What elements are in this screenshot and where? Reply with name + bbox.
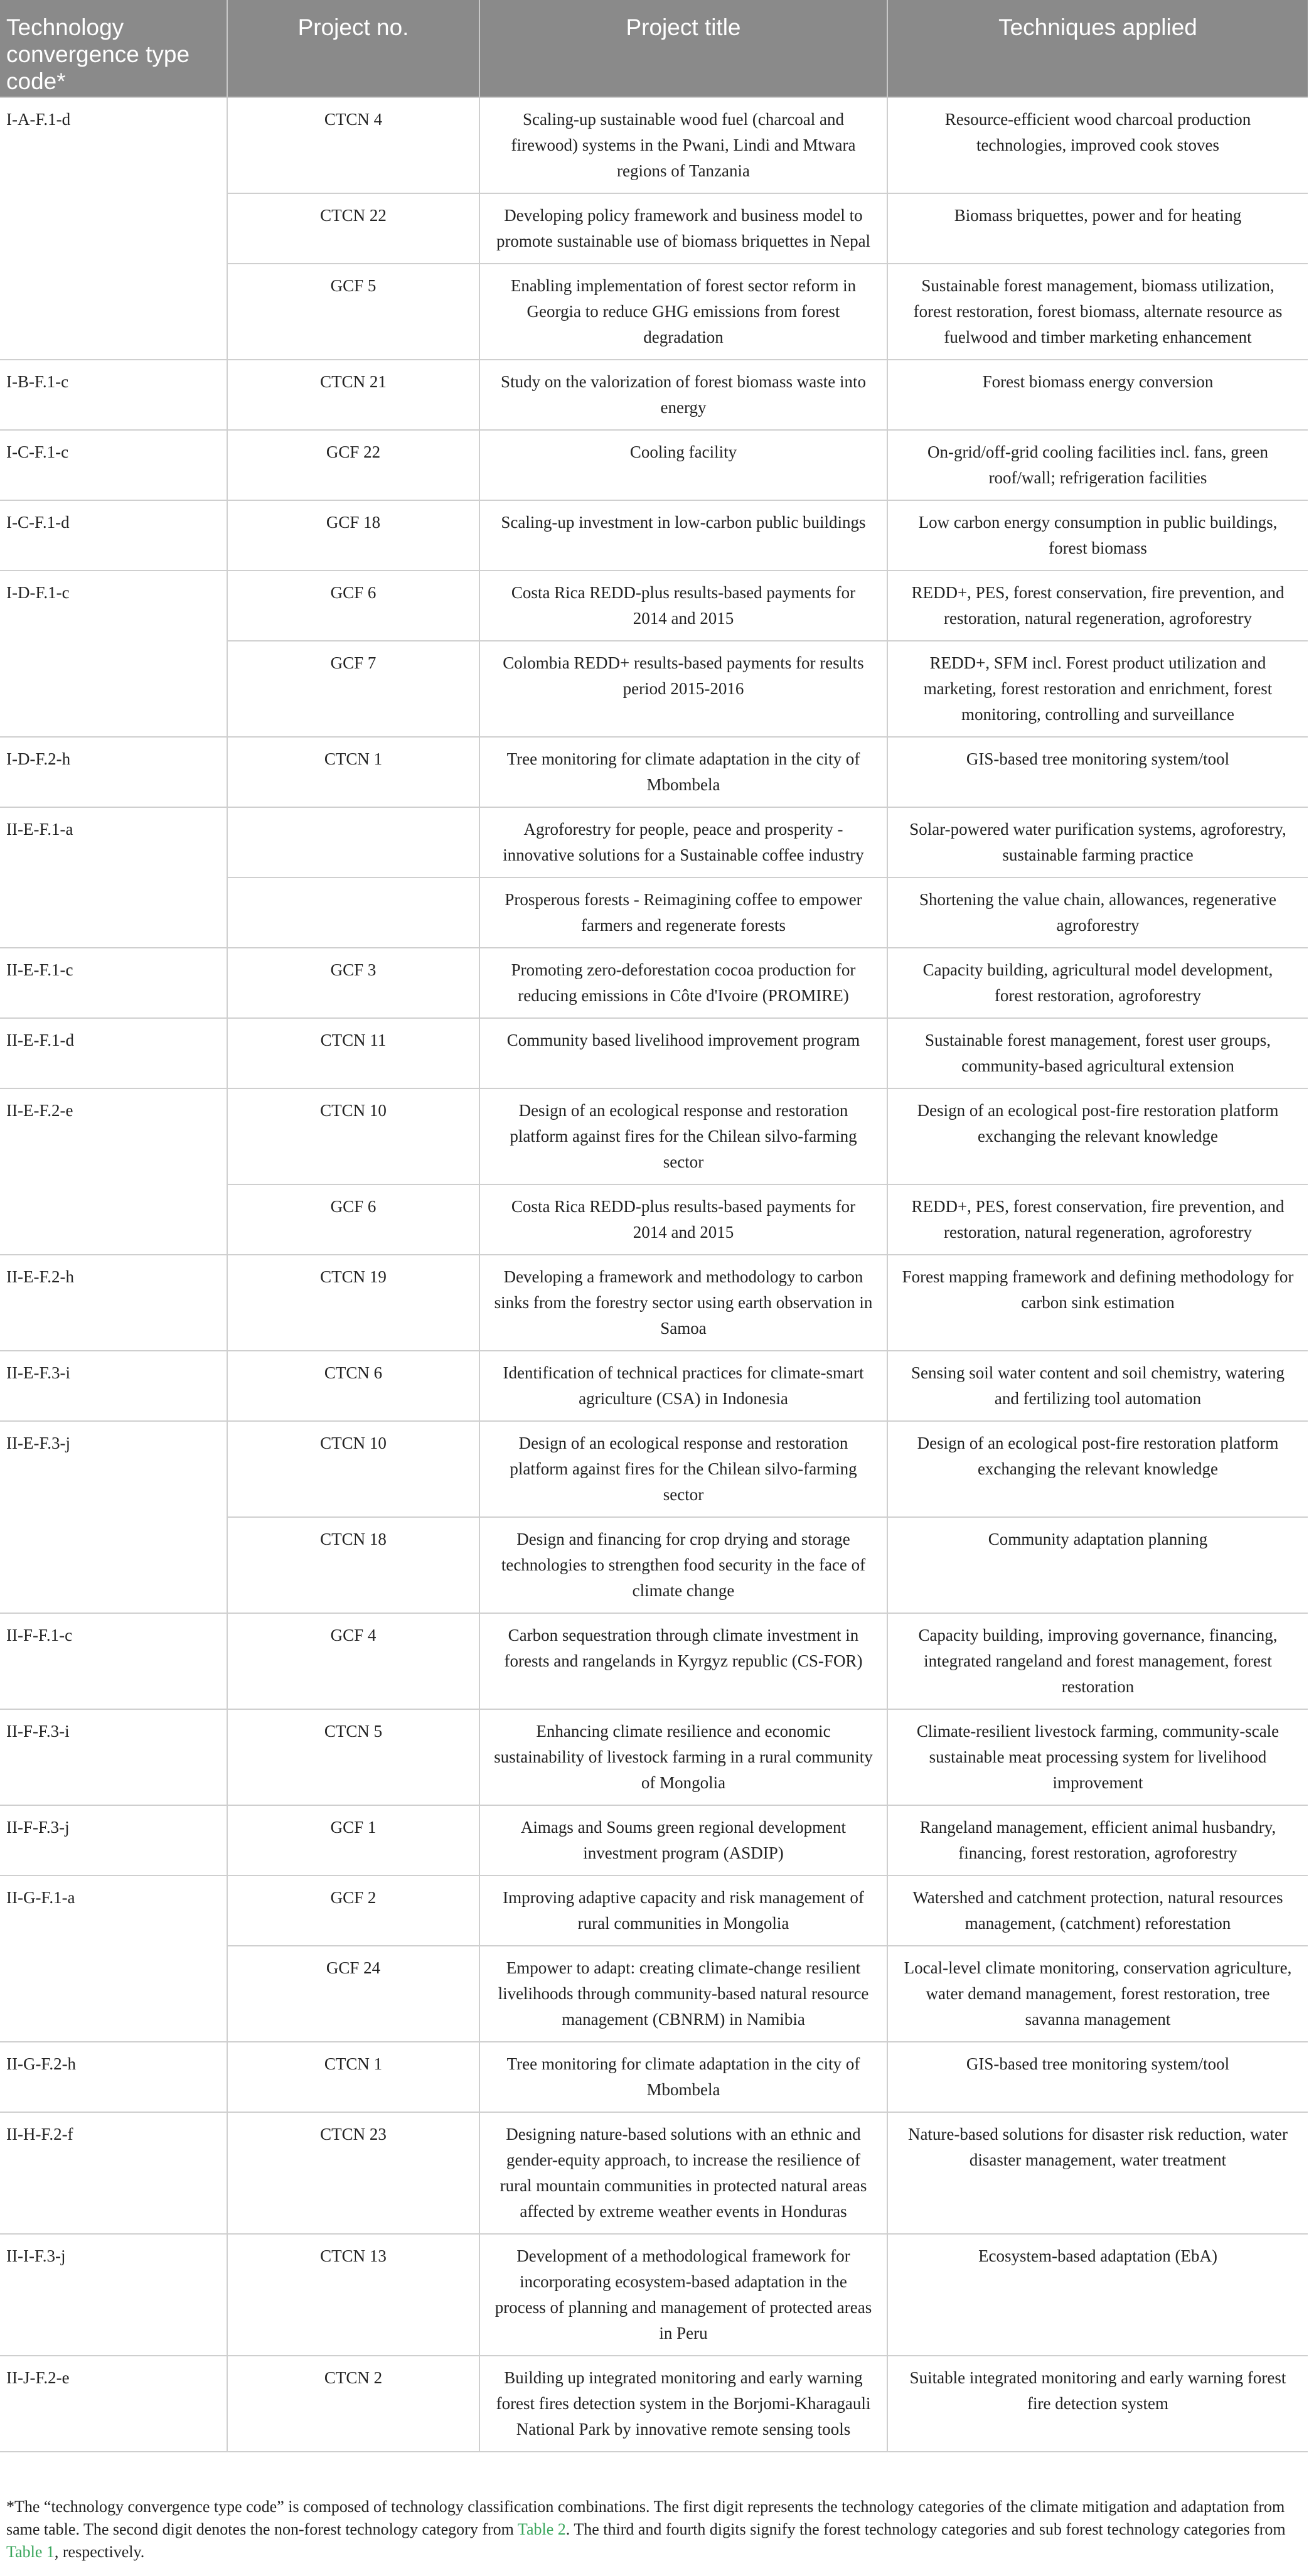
type-code-cell: II-G-F.1-a [0, 1876, 227, 2042]
project-no-cell [227, 807, 479, 877]
table-row [0, 1255, 1308, 1351]
techniques-cell: Resource-efficient wood charcoal production technologies, improved cook stoves [887, 97, 1308, 193]
table-row [0, 571, 1308, 641]
table-row [0, 2042, 1308, 2112]
project-no-cell: GCF 4 [227, 1613, 479, 1709]
techniques-cell: Local-level climate monitoring, conservation agriculture, water demand management, forest restoration, tree savanna management [887, 1946, 1308, 2042]
project-no-cell: GCF 7 [227, 641, 479, 737]
type-code-cell: II-E-F.1-c [0, 948, 227, 1018]
project-title-cell: Prosperous forests - Reimagining coffee to empower farmers and regenerate forests [479, 877, 887, 948]
table-header-row [0, 0, 1308, 97]
type-code-cell: II-H-F.2-f [0, 2112, 227, 2234]
type-code-cell: II-E-F.2-e [0, 1088, 227, 1255]
project-no-cell: CTCN 10 [227, 1421, 479, 1517]
techniques-cell: GIS-based tree monitoring system/tool [887, 737, 1308, 807]
techniques-cell: REDD+, PES, forest conservation, fire prevention, and restoration, natural regeneration, agroforestry [887, 1184, 1308, 1255]
table-row [0, 2356, 1308, 2452]
header-project-title: Project title [479, 0, 887, 97]
techniques-cell: Solar-powered water purification systems, agroforestry, sustainable farming practice [887, 807, 1308, 877]
type-code-cell: I-C-F.1-d [0, 500, 227, 571]
type-code-cell: I-D-F.1-c [0, 571, 227, 737]
table-row [0, 948, 1308, 1018]
project-title-cell: Designing nature-based solutions with an ethnic and gender-equity approach, to increase the resilience of rural mountain communities in protected natural areas affected by extreme weather events in Honduras [479, 2112, 887, 2234]
project-title-cell: Development of a methodological framework for incorporating ecosystem-based adaptation in the process of planning and management of protected areas in Peru [479, 2234, 887, 2356]
project-no-cell: GCF 22 [227, 430, 479, 500]
table-row [0, 500, 1308, 571]
type-code-cell: I-C-F.1-c [0, 430, 227, 500]
table-row [0, 1421, 1308, 1517]
project-title-cell: Agroforestry for people, peace and prosperity - innovative solutions for a Sustainable coffee industry [479, 807, 887, 877]
project-no-cell: GCF 3 [227, 948, 479, 1018]
techniques-cell: Capacity building, improving governance, financing, integrated rangeland and forest management, forest restoration [887, 1613, 1308, 1709]
techniques-cell: REDD+, PES, forest conservation, fire prevention, and restoration, natural regeneration, agroforestry [887, 571, 1308, 641]
project-title-cell: Carbon sequestration through climate investment in forests and rangelands in Kyrgyz republic (CS-FOR) [479, 1613, 887, 1709]
techniques-cell: Rangeland management, efficient animal husbandry, financing, forest restoration, agroforestry [887, 1805, 1308, 1876]
project-title-cell: Tree monitoring for climate adaptation in the city of Mbombela [479, 737, 887, 807]
project-no-cell: CTCN 19 [227, 1255, 479, 1351]
footnote-text-3: , respectively. [54, 2543, 145, 2561]
project-no-cell: CTCN 10 [227, 1088, 479, 1184]
project-no-cell: CTCN 22 [227, 193, 479, 264]
table-row [0, 737, 1308, 807]
project-title-cell: Improving adaptive capacity and risk management of rural communities in Mongolia [479, 1876, 887, 1946]
type-code-cell: I-B-F.1-c [0, 360, 227, 430]
table-row [0, 1876, 1308, 1946]
type-code-cell: II-E-F.1-d [0, 1018, 227, 1088]
type-code-cell: I-A-F.1-d [0, 97, 227, 360]
techniques-cell: REDD+, SFM incl. Forest product utilization and marketing, forest restoration and enrichment, forest monitoring, controlling and surveillance [887, 641, 1308, 737]
project-no-cell: CTCN 1 [227, 2042, 479, 2112]
project-no-cell: CTCN 5 [227, 1709, 479, 1805]
project-title-cell: Cooling facility [479, 430, 887, 500]
project-title-cell: Aimags and Soums green regional development investment program (ASDIP) [479, 1805, 887, 1876]
type-code-cell: II-E-F.1-a [0, 807, 227, 948]
footnote-text-1: *The “technology convergence type code” is composed of technology classification combinations. The first digit represents the technology categories of the climate mitigation and adaptation from same table. The second digit denotes the non-forest technology category from [6, 2498, 1285, 2538]
project-title-cell: Costa Rica REDD-plus results-based payments for 2014 and 2015 [479, 571, 887, 641]
type-code-cell: I-D-F.2-h [0, 737, 227, 807]
type-code-cell: II-F-F.3-i [0, 1709, 227, 1805]
table-row [0, 360, 1308, 430]
project-title-cell: Developing policy framework and business model to promote sustainable use of biomass briquettes in Nepal [479, 193, 887, 264]
techniques-cell: Shortening the value chain, allowances, regenerative agroforestry [887, 877, 1308, 948]
table-footnote [6, 2496, 1303, 2563]
project-no-cell: CTCN 6 [227, 1351, 479, 1421]
techniques-cell: Suitable integrated monitoring and early warning forest fire detection system [887, 2356, 1308, 2452]
project-title-cell: Identification of technical practices for climate-smart agriculture (CSA) in Indonesia [479, 1351, 887, 1421]
project-no-cell: CTCN 18 [227, 1517, 479, 1613]
type-code-cell: II-E-F.3-i [0, 1351, 227, 1421]
type-code-cell: II-F-F.1-c [0, 1613, 227, 1709]
techniques-cell: Low carbon energy consumption in public buildings, forest biomass [887, 500, 1308, 571]
techniques-cell: Design of an ecological post-fire restoration platform exchanging the relevant knowledge [887, 1421, 1308, 1517]
table-row [0, 1351, 1308, 1421]
project-title-cell: Developing a framework and methodology to carbon sinks from the forestry sector using earth observation in Samoa [479, 1255, 887, 1351]
techniques-cell: Sustainable forest management, forest user groups, community-based agricultural extension [887, 1018, 1308, 1088]
type-code-cell: II-F-F.3-j [0, 1805, 227, 1876]
project-no-cell [227, 877, 479, 948]
project-no-cell: CTCN 13 [227, 2234, 479, 2356]
project-title-cell: Study on the valorization of forest biomass waste into energy [479, 360, 887, 430]
project-title-cell: Enabling implementation of forest sector reform in Georgia to reduce GHG emissions from forest degradation [479, 264, 887, 360]
header-techniques: Techniques applied [887, 0, 1308, 97]
techniques-cell: Nature-based solutions for disaster risk reduction, water disaster management, water treatment [887, 2112, 1308, 2234]
techniques-cell: Climate-resilient livestock farming, community-scale sustainable meat processing system for livelihood improvement [887, 1709, 1308, 1805]
project-title-cell: Promoting zero-deforestation cocoa production for reducing emissions in Côte d'Ivoire (PROMIRE) [479, 948, 887, 1018]
footnote-link-table-1[interactable]: Table 1 [6, 2543, 55, 2561]
project-no-cell: CTCN 1 [227, 737, 479, 807]
table-row [0, 97, 1308, 193]
project-title-cell: Design of an ecological response and restoration platform against fires for the Chilean silvo-farming sector [479, 1088, 887, 1184]
project-no-cell: GCF 6 [227, 1184, 479, 1255]
table-row [0, 1088, 1308, 1184]
table-row [0, 2112, 1308, 2234]
project-title-cell: Building up integrated monitoring and early warning forest fires detection system in the Borjomi-Kharagauli National Park by innovative remote sensing tools [479, 2356, 887, 2452]
project-no-cell: CTCN 23 [227, 2112, 479, 2234]
techniques-cell: Capacity building, agricultural model development, forest restoration, agroforestry [887, 948, 1308, 1018]
project-no-cell: GCF 2 [227, 1876, 479, 1946]
project-title-cell: Tree monitoring for climate adaptation in the city of Mbombela [479, 2042, 887, 2112]
techniques-cell: Sustainable forest management, biomass utilization, forest restoration, forest biomass, alternate resource as fuelwood and timber marketing enhancement [887, 264, 1308, 360]
table-row [0, 2234, 1308, 2356]
project-title-cell: Empower to adapt: creating climate-change resilient livelihoods through community-based natural resource management (CBNRM) in Namibia [479, 1946, 887, 2042]
project-no-cell: GCF 5 [227, 264, 479, 360]
project-no-cell: GCF 1 [227, 1805, 479, 1876]
techniques-cell: Community adaptation planning [887, 1517, 1308, 1613]
type-code-cell: II-E-F.3-j [0, 1421, 227, 1613]
project-no-cell: GCF 6 [227, 571, 479, 641]
project-title-cell: Costa Rica REDD-plus results-based payments for 2014 and 2015 [479, 1184, 887, 1255]
techniques-cell: Biomass briquettes, power and for heating [887, 193, 1308, 264]
type-code-cell: II-E-F.2-h [0, 1255, 227, 1351]
project-title-cell: Colombia REDD+ results-based payments for results period 2015-2016 [479, 641, 887, 737]
table-row [0, 1709, 1308, 1805]
project-title-cell: Design and financing for crop drying and storage technologies to strengthen food security in the face of climate change [479, 1517, 887, 1613]
table-row [0, 1613, 1308, 1709]
footnote-link-table-2[interactable]: Table 2 [517, 2520, 566, 2538]
techniques-cell: Design of an ecological post-fire restoration platform exchanging the relevant knowledge [887, 1088, 1308, 1184]
type-code-cell: II-G-F.2-h [0, 2042, 227, 2112]
project-no-cell: CTCN 11 [227, 1018, 479, 1088]
table-row [0, 430, 1308, 500]
techniques-cell: Forest biomass energy conversion [887, 360, 1308, 430]
table-row [0, 1018, 1308, 1088]
project-title-cell: Scaling-up investment in low-carbon public buildings [479, 500, 887, 571]
project-no-cell: GCF 18 [227, 500, 479, 571]
techniques-cell: Watershed and catchment protection, natural resources management, (catchment) reforestation [887, 1876, 1308, 1946]
techniques-cell: Forest mapping framework and defining methodology for carbon sink estimation [887, 1255, 1308, 1351]
project-title-cell: Enhancing climate resilience and economic sustainability of livestock farming in a rural community of Mongolia [479, 1709, 887, 1805]
project-title-cell: Community based livelihood improvement program [479, 1018, 887, 1088]
header-project-no: Project no. [227, 0, 479, 97]
project-no-cell: GCF 24 [227, 1946, 479, 2042]
table-row [0, 1805, 1308, 1876]
table-row [0, 807, 1308, 877]
project-title-cell: Design of an ecological response and restoration platform against fires for the Chilean silvo-farming sector [479, 1421, 887, 1517]
project-no-cell: CTCN 2 [227, 2356, 479, 2452]
techniques-cell: On-grid/off-grid cooling facilities incl. fans, green roof/wall; refrigeration facilities [887, 430, 1308, 500]
type-code-cell: II-I-F.3-j [0, 2234, 227, 2356]
techniques-cell: GIS-based tree monitoring system/tool [887, 2042, 1308, 2112]
type-code-cell: II-J-F.2-e [0, 2356, 227, 2452]
table-body [0, 97, 1308, 2452]
footnote-text-2: . The third and fourth digits signify the forest technology categories and sub forest technology categories from [565, 2520, 1286, 2538]
header-type-code: Technology convergence type code* [0, 0, 227, 97]
techniques-cell: Sensing soil water content and soil chemistry, watering and fertilizing tool automation [887, 1351, 1308, 1421]
project-no-cell: CTCN 21 [227, 360, 479, 430]
project-no-cell: CTCN 4 [227, 97, 479, 193]
techniques-cell: Ecosystem-based adaptation (EbA) [887, 2234, 1308, 2356]
project-title-cell: Scaling-up sustainable wood fuel (charcoal and firewood) systems in the Pwani, Lindi and Mtwara regions of Tanzania [479, 97, 887, 193]
